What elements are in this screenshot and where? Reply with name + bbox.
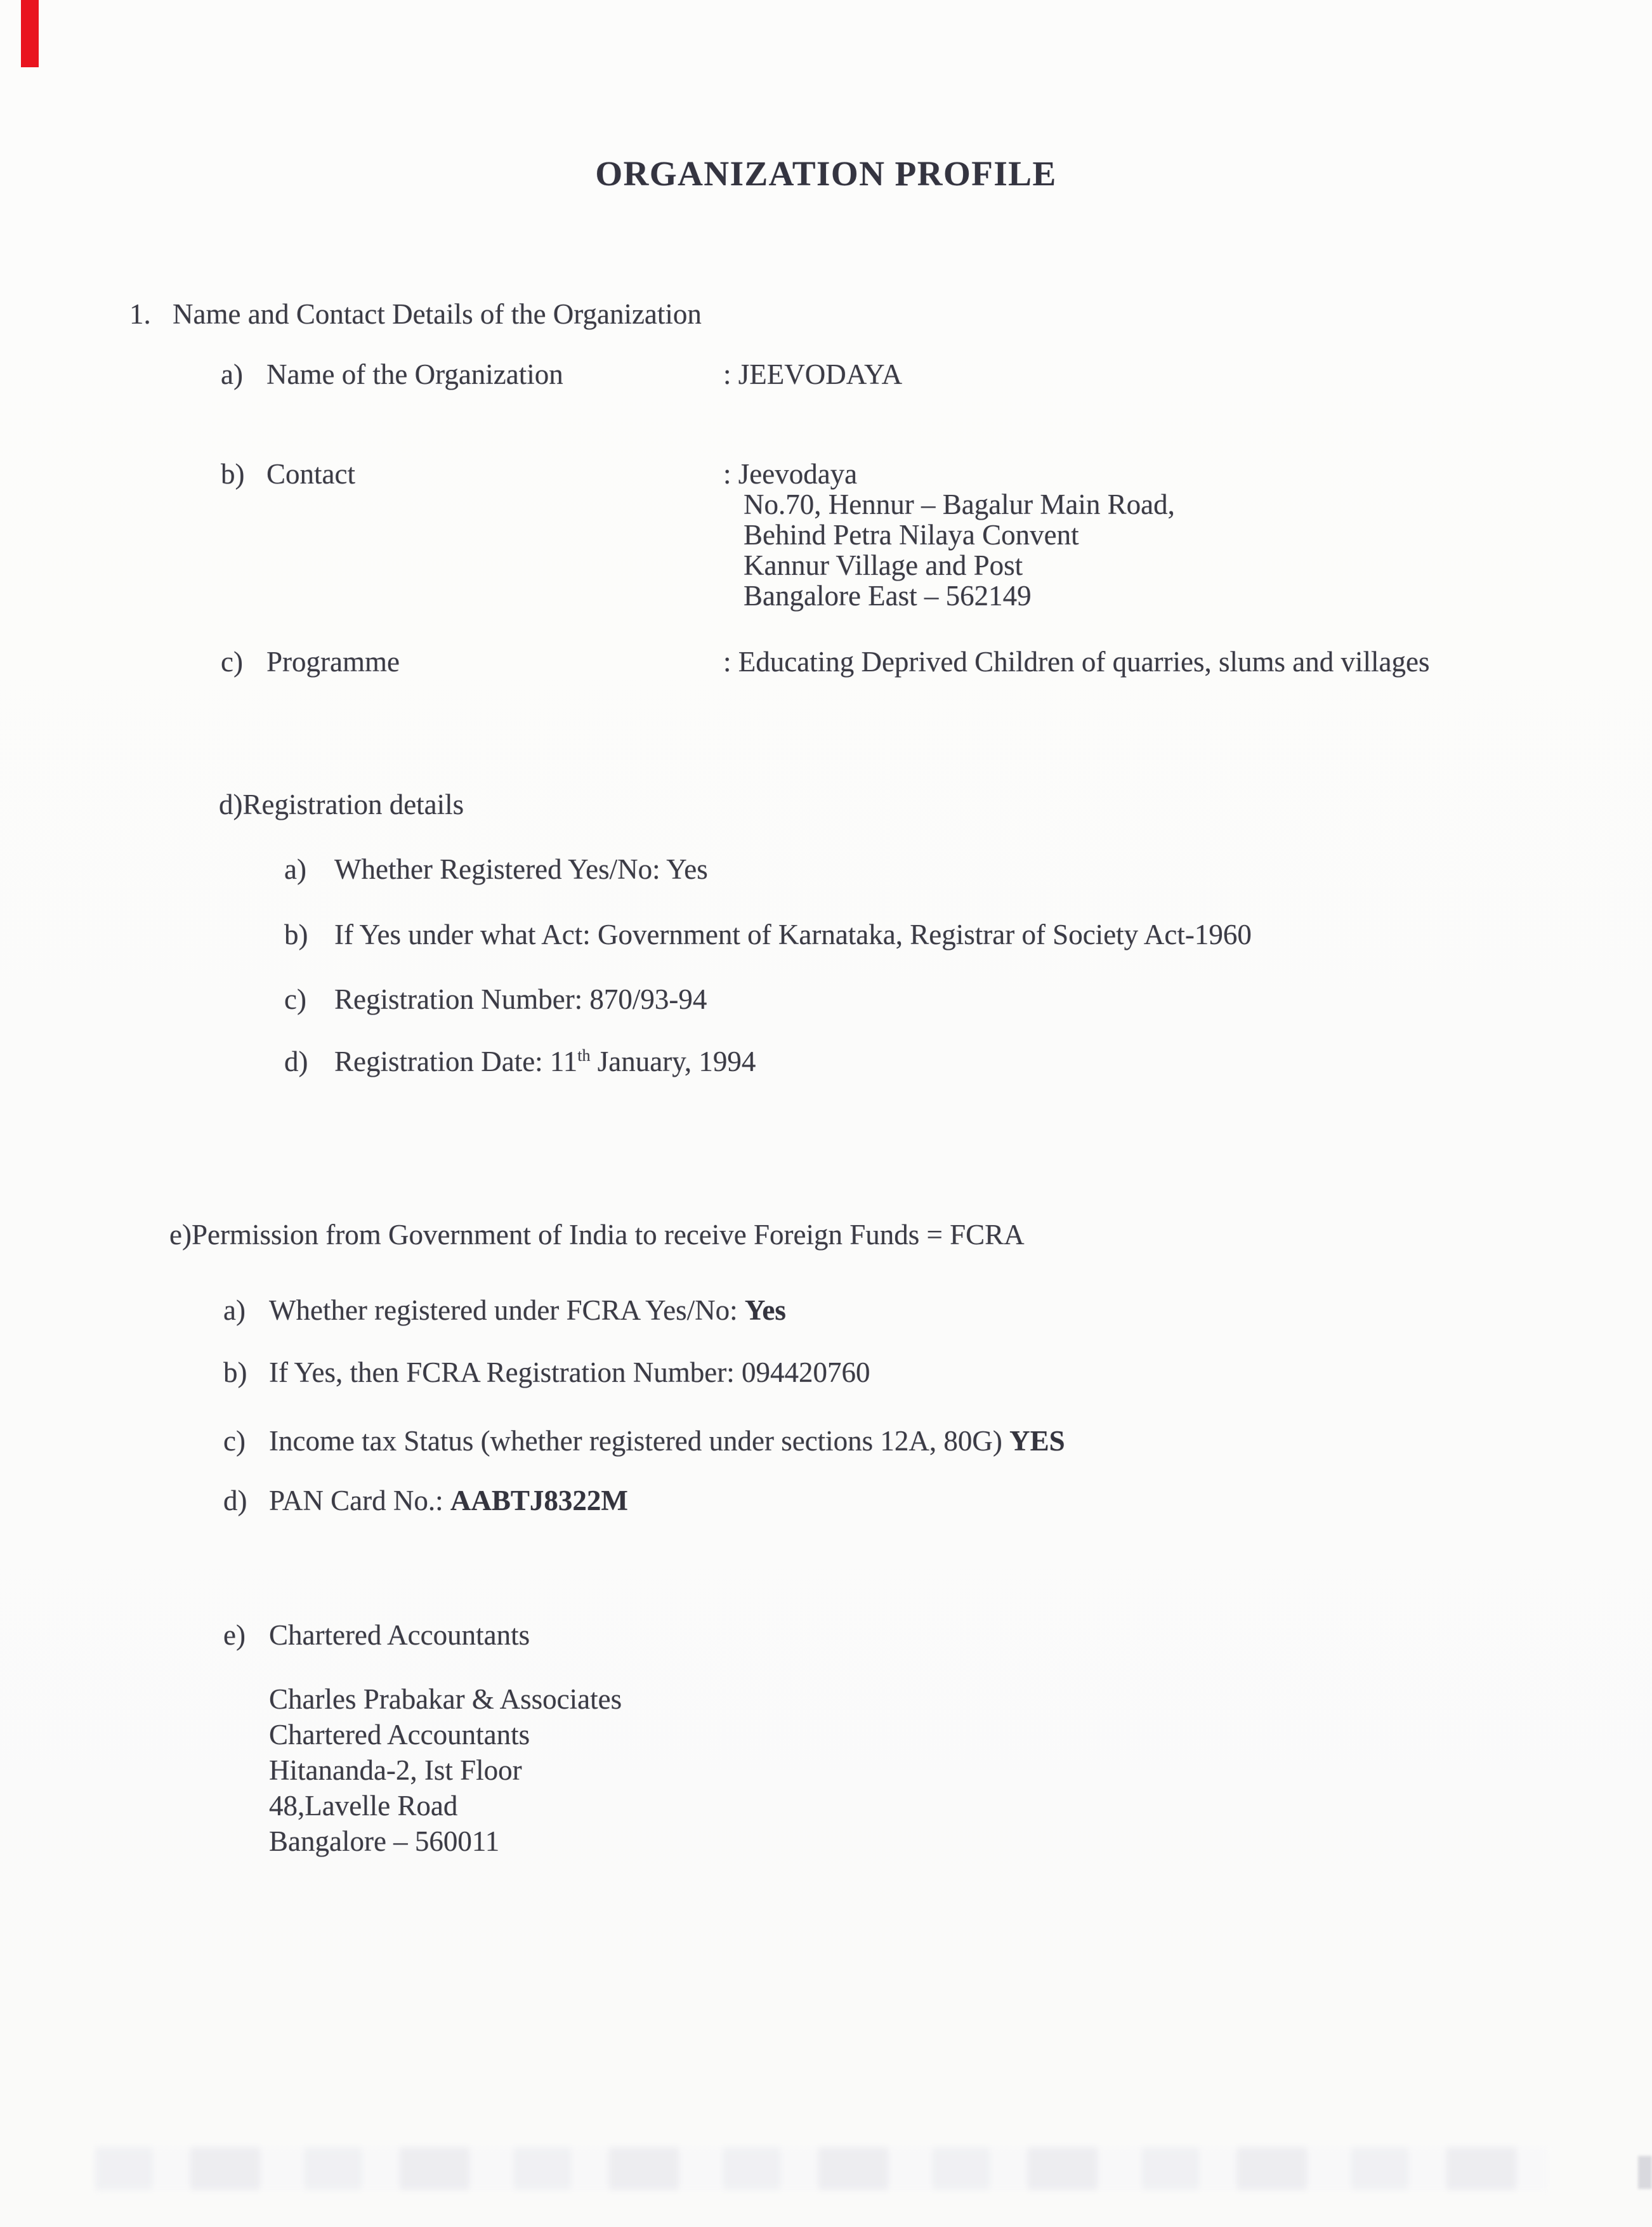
fcra-item-c-text [269,1425,1065,1457]
programme-value: : Educating Deprived Children of quarries, slums and villages [723,646,1430,678]
fcra-item-e-text: Chartered Accountants [269,1619,530,1651]
accountant-address-line: 48,Lavelle Road [269,1790,458,1822]
contact-address-line: Kannur Village and Post [744,549,1023,581]
pan-card-label: PAN Card No.: [269,1485,450,1516]
contact-address-line: Behind Petra Nilaya Convent [744,519,1079,551]
registration-date-suffix: January, 1994 [590,1046,756,1077]
registration-item-b-text: If Yes under what Act: Government of Karnataka, Registrar of Society Act-1960 [334,919,1252,950]
scan-artifact-red-mark [21,0,39,67]
contact-address-line: No.70, Hennur – Bagalur Main Road, [744,489,1175,520]
accountant-address-block [269,1681,622,1859]
fcra-item-d-text [269,1485,628,1516]
accountant-address-line: Chartered Accountants [269,1719,530,1751]
income-tax-status-question: Income tax Status (whether registered under sections 12A, 80G) [269,1425,1010,1457]
registration-date-prefix: Registration Date: 11 [334,1046,578,1077]
registration-item-c-text: Registration Number: 870/93-94 [334,983,707,1015]
fcra-registered-answer: Yes [744,1294,786,1326]
fcra-item-b-marker: b) [223,1357,247,1388]
income-tax-status-answer: YES [1009,1425,1065,1457]
accountant-address-line: Hitananda-2, Ist Floor [269,1754,522,1786]
scan-artifact-right-sliver [1638,2156,1652,2189]
item-c-label: Programme [266,646,400,678]
registration-heading: d)Registration details [219,789,464,820]
fcra-registered-question: Whether registered under FCRA Yes/No: [269,1294,745,1326]
fcra-item-a-marker: a) [223,1294,246,1326]
item-a-label: Name of the Organization [266,358,563,390]
organization-name-value: : JEEVODAYA [723,358,903,390]
section-1-heading: Name and Contact Details of the Organization [173,298,702,330]
registration-date-ordinal: th [577,1046,591,1065]
scan-artifact-gray-band [95,2147,1548,2190]
registration-item-a-text: Whether Registered Yes/No: Yes [334,853,708,885]
fcra-item-d-marker: d) [223,1485,247,1516]
contact-address-line: Bangalore East – 562149 [744,580,1032,612]
registration-item-c-marker: c) [284,983,306,1015]
item-b-marker: b) [221,458,245,490]
accountant-address-line: Bangalore – 560011 [269,1825,500,1857]
registration-item-d-marker: d) [284,1046,308,1077]
item-c-marker: c) [221,646,243,678]
fcra-item-a-text [269,1294,786,1326]
accountant-address-line: Charles Prabakar & Associates [269,1683,622,1715]
fcra-item-e-marker: e) [223,1619,246,1651]
item-b-label: Contact [266,458,355,490]
fcra-heading: e)Permission from Government of India to receive Foreign Funds = FCRA [169,1219,1025,1251]
registration-item-d-text [334,1046,756,1077]
contact-address-line: : Jeevodaya [723,458,858,490]
fcra-item-b-text: If Yes, then FCRA Registration Number: 094420760 [269,1357,870,1388]
item-a-marker: a) [221,358,243,390]
registration-item-a-marker: a) [284,853,306,885]
pan-card-number: AABTJ8322M [450,1485,628,1516]
page-title: ORGANIZATION PROFILE [595,154,1057,193]
fcra-item-c-marker: c) [223,1425,246,1457]
section-1-number: 1. [129,298,151,330]
registration-item-b-marker: b) [284,919,308,950]
